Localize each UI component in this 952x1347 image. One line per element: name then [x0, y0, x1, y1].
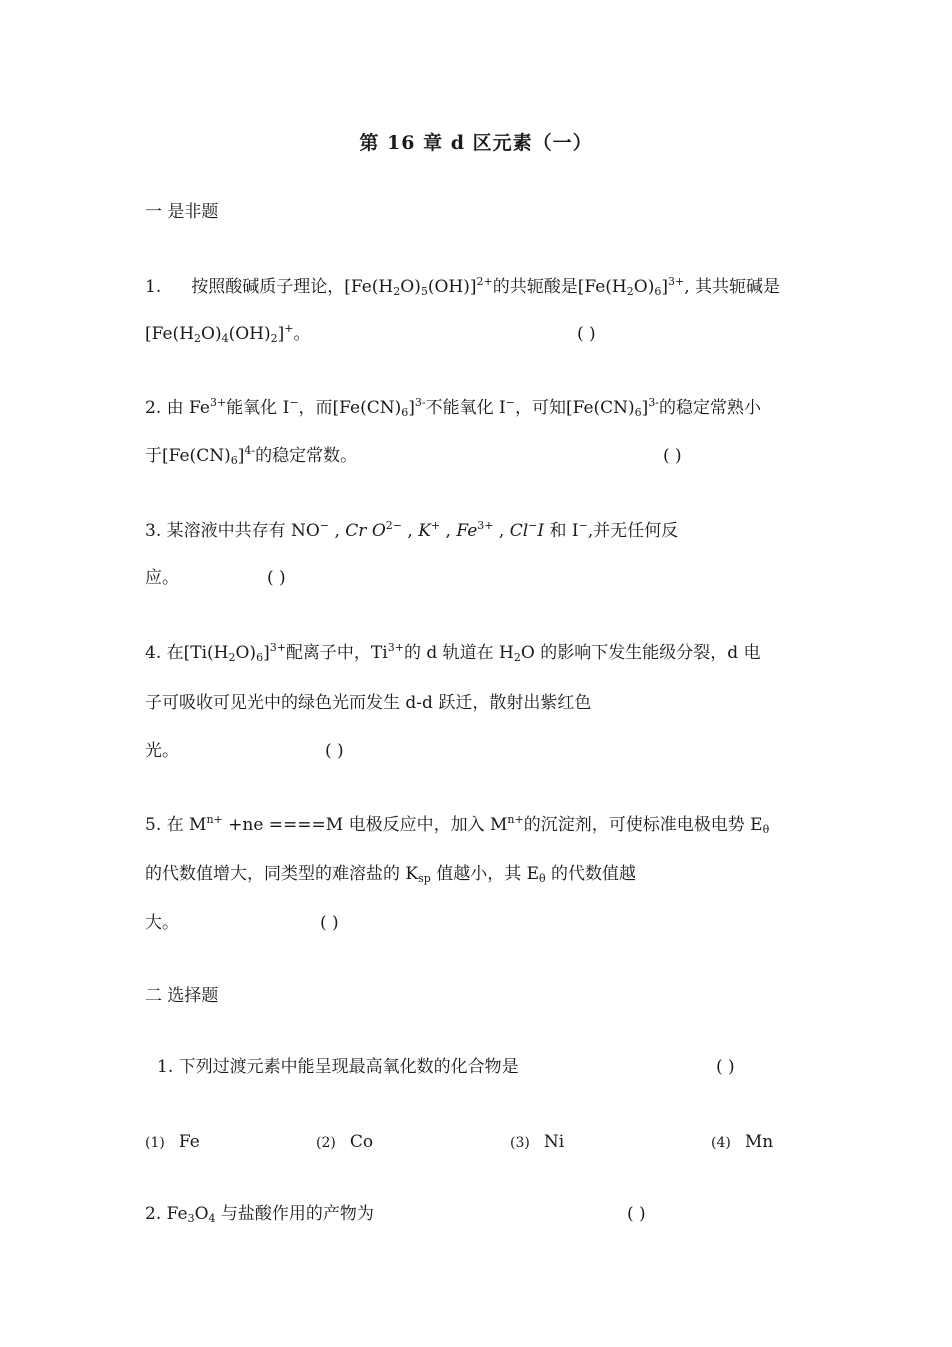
- question-2-2-text: 2. $Fe_3O_4$ 与盐酸作用的产物为: [145, 1204, 374, 1225]
- answer-paren-1-1[interactable]: ( ): [577, 324, 596, 344]
- question-1-3-line-1: 3. 某溶液中共存有 NO− , Cr $O^{2-}$ , K+ , $Fe^{3+}$ , Cl−I 和 I−,并无任何反: [145, 519, 679, 541]
- option-2[interactable]: (2) Co: [316, 1132, 374, 1152]
- answer-paren-1-5[interactable]: ( ): [320, 913, 339, 933]
- question-1-5-line-1: 5. 在 $M^{n+} +ne ====M$ 电极反应中，加入 $M^{n+}$的沉淀剂，可使标准电极电势 $E_\theta$: [145, 813, 770, 836]
- option-4[interactable]: (4) Mn: [711, 1132, 774, 1152]
- question-1-3-line-2: 应。: [145, 568, 179, 588]
- chapter-title: 第 16 章 d 区元素（一）: [359, 132, 593, 154]
- answer-paren-2-2[interactable]: ( ): [627, 1204, 646, 1224]
- answer-paren-1-3[interactable]: ( ): [267, 568, 286, 588]
- question-1-4-line-3: 光。: [145, 741, 179, 761]
- answer-paren-1-4[interactable]: ( ): [325, 741, 344, 761]
- question-1-1-line-2: $[Fe(H_2O)_4(OH)_2]^+$。: [145, 322, 311, 345]
- question-1-2-line-1: 2. 由 $Fe^{3+}$能氧化 I−，而$[Fe(CN)_6]^{3-}$不能氧化 I−，可知$[Fe(CN)_6]^{3-}$的稳定常熟小: [145, 396, 762, 419]
- question-1-1-line-1: 1. 按照酸碱质子理论，$[Fe(H_2O)_5(OH)]^{2+}$的共轭酸是$[Fe(H_2O)_6]^{3+}$, 其共轭碱是: [145, 275, 781, 298]
- answer-paren-1-2[interactable]: ( ): [663, 446, 682, 466]
- section-2-heading: 二 选择题: [145, 986, 219, 1006]
- option-3[interactable]: (3) Ni: [510, 1132, 565, 1152]
- option-1[interactable]: (1) Fe: [145, 1132, 200, 1152]
- question-2-1-text: 1. 下列过渡元素中能呈现最高氧化数的化合物是: [157, 1057, 519, 1077]
- question-1-4-line-1: 4. 在$[Ti(H_2O)_6]^{3+}$配离子中，$Ti^{3+}$的 d 轨道在 $H_2O$ 的影响下发生能级分裂，d 电: [145, 641, 761, 664]
- question-1-4-line-2: 子可吸收可见光中的绿色光而发生 d-d 跃迁，散射出紫红色: [145, 693, 592, 713]
- question-1-5-line-2: 的代数值增大，同类型的难溶盐的 $K_{sp}$ 值越小，其 $E_\theta$ 的代数值越: [145, 864, 637, 885]
- question-1-5-line-3: 大。: [145, 913, 179, 933]
- question-1-2-line-2: 于$[Fe(CN)_6]^{4-}$的稳定常数。: [145, 444, 358, 467]
- answer-paren-2-1[interactable]: ( ): [716, 1057, 735, 1077]
- section-1-heading: 一 是非题: [145, 202, 219, 222]
